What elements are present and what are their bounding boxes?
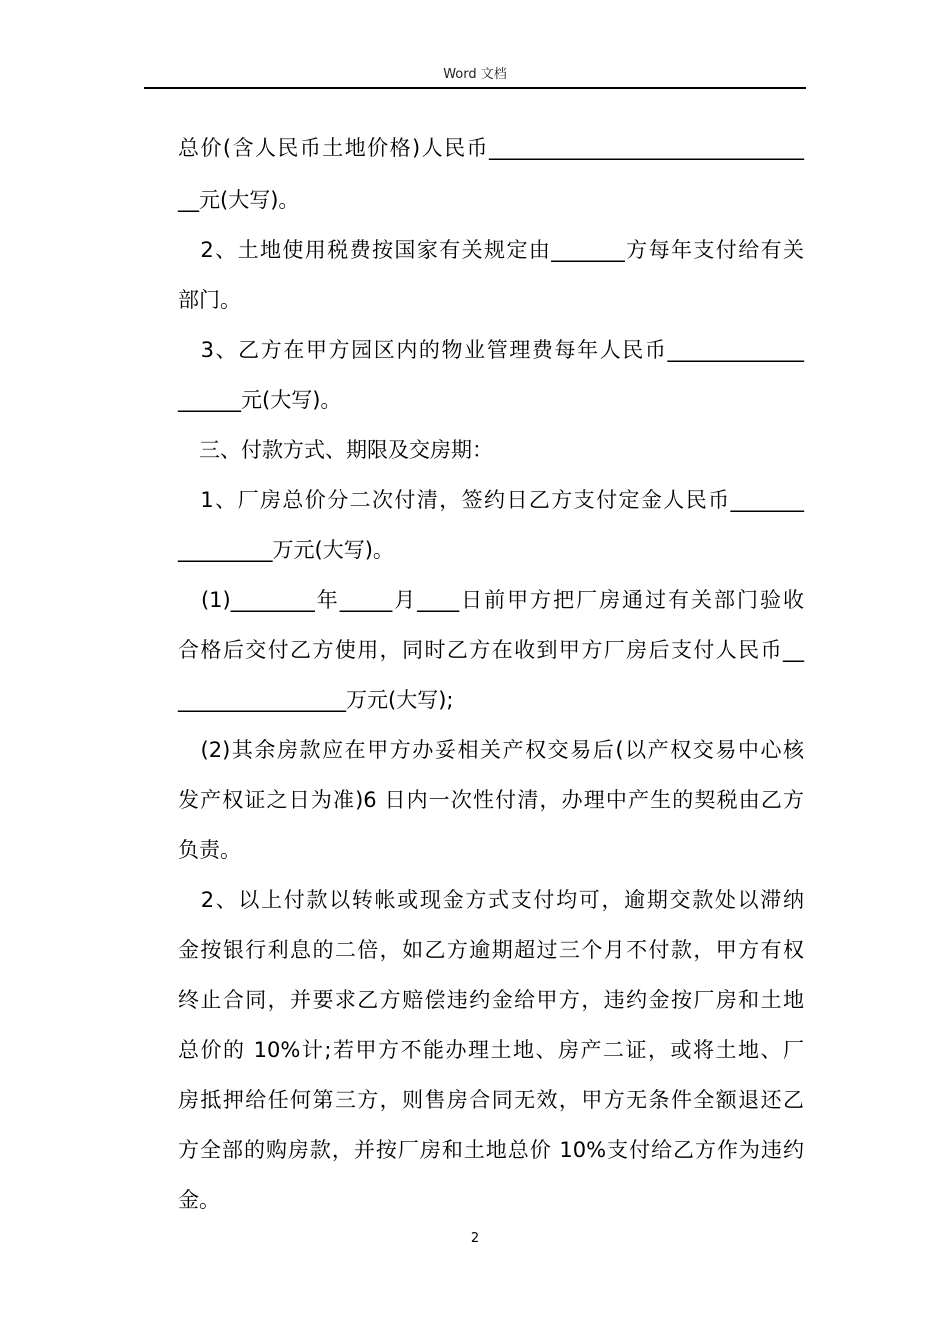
text-line: 金。 xyxy=(178,1188,220,1212)
text-line: 发产权证之日为准)6 日内一次性付清，办理中产生的契税由乙方 xyxy=(178,788,804,812)
text-line: 方全部的购房款，并按厂房和土地总价 10%支付给乙方作为违约 xyxy=(178,1138,804,1162)
text-line: 总价的 10%计;若甲方不能办理土地、房产二证，或将土地、厂 xyxy=(178,1038,804,1062)
text-line: ______元(大写)。 xyxy=(178,388,342,412)
text-line: 负责。 xyxy=(178,838,241,862)
text-line: 2、以上付款以转帐或现金方式支付均可，逾期交款处以滞纳 xyxy=(178,888,804,912)
page-number: 2 xyxy=(470,1231,480,1246)
text-line: 金按银行利息的二倍，如乙方逾期超过三个月不付款，甲方有权 xyxy=(178,938,804,962)
page-header-title: Word 文档 xyxy=(443,67,507,82)
text-line: __元(大写)。 xyxy=(178,188,300,212)
text-line: 1、厂房总价分二次付清，签约日乙方支付定金人民币_______ xyxy=(178,488,804,512)
text-line: 部门。 xyxy=(178,288,241,312)
text-line: 合格后交付乙方使用，同时乙方在收到甲方厂房后支付人民币__ xyxy=(178,638,804,662)
text-line: 2、土地使用税费按国家有关规定由_______方每年支付给有关 xyxy=(178,238,804,262)
text-line: (2)其余房款应在甲方办妥相关产权交易后(以产权交易中心核 xyxy=(178,738,804,762)
text-line: 房抵押给任何第三方，则售房合同无效，甲方无条件全额退还乙 xyxy=(178,1088,804,1112)
text-line: _________万元(大写)。 xyxy=(178,538,394,562)
text-line: 3、乙方在甲方园区内的物业管理费每年人民币_____________ xyxy=(178,338,804,362)
text-line: 总价(含人民币土地价格)人民币______________________________ xyxy=(178,136,804,160)
text-line: (1)________年_____月____日前甲方把厂房通过有关部门验收 xyxy=(178,588,804,612)
text-line: ________________万元(大写); xyxy=(178,688,454,712)
header-divider xyxy=(144,87,806,89)
text-line: 三、付款方式、期限及交房期： xyxy=(178,438,493,462)
text-line: 终止合同，并要求乙方赔偿违约金给甲方，违约金按厂房和土地 xyxy=(178,988,804,1012)
